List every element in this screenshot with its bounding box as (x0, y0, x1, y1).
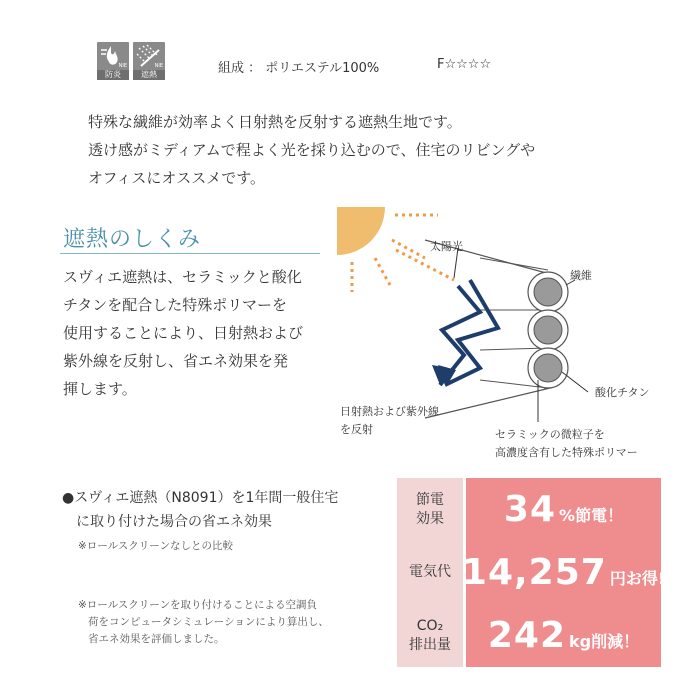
result-heading (62, 486, 338, 534)
value-number: 14,257 (461, 552, 607, 593)
formaldehyde-rating: F☆☆☆☆ (437, 57, 492, 72)
simulation-footnote (78, 597, 329, 648)
row-value (466, 604, 661, 667)
row-label (397, 604, 463, 667)
footnote-line: 荷をコンピュータシミュレーションにより算出し、 (88, 616, 329, 628)
mechanism-line: スヴィエ遮熱は、セラミックと酸化 (63, 268, 302, 286)
reflect-label-2: を反射 (340, 423, 373, 436)
fiber-label: 繊維 (570, 269, 592, 282)
fiber-cross-sections (528, 272, 568, 388)
mechanism-line: 揮します。 (63, 380, 137, 398)
title-divider (60, 253, 320, 254)
row-value (461, 541, 666, 604)
icon-caption: 遮熱 (133, 70, 165, 80)
result-heading-line: ●スヴィエ遮熱（N8091）を1年間一般住宅 (62, 490, 339, 506)
row-label (397, 541, 463, 604)
value-unit: 円お得! (609, 569, 666, 588)
result-heading-line: に取り付けた場合の省エネ効果 (76, 514, 272, 530)
intro-line: 特殊な繊維が効率よく日射熱を反射する遮熱生地です。 (88, 113, 462, 131)
polymer-label: セラミックの微粒子を (495, 428, 605, 441)
value-number: 34 (503, 489, 557, 530)
intro-paragraph (88, 108, 535, 192)
row-label (397, 478, 463, 541)
row-label-line: CO₂ (416, 617, 444, 634)
intro-line: 透け感がミディアムで程よく光を採り込むので、住宅のリビングや (88, 141, 536, 159)
row-value (466, 478, 661, 541)
titanium-label: 酸化チタン (595, 386, 650, 399)
footnote-line: ※ロールスクリーンを取り付けることによる空調負 (78, 599, 318, 611)
icon-caption: 防炎 (97, 70, 129, 80)
value-number: 242 (487, 615, 567, 656)
value-unit: %節電！ (559, 506, 624, 525)
composition-text: 組成 ： ポリエステル100% (218, 61, 380, 76)
row-label-line: 排出量 (409, 636, 451, 653)
mechanism-line: チタンを配合した特殊ポリマーを (63, 296, 287, 314)
section-title: 遮熱のしくみ (63, 227, 202, 252)
polymer-label-2: 高濃度含有した特殊ポリマー (495, 446, 638, 459)
flame-retardant-icon (97, 42, 129, 80)
sun-icon (337, 207, 385, 255)
row-label-line: 節電 (416, 491, 444, 508)
sunlight-label: 太陽光 (430, 240, 463, 253)
mechanism-line: 紫外線を反射し、省エネ効果を発 (63, 352, 289, 370)
result-row-power-saving (397, 478, 661, 541)
result-row-co2-emission (397, 604, 661, 667)
heat-shield-icon (133, 42, 165, 80)
mechanism-line: 使用することにより、日射熱および (63, 324, 304, 342)
footnote-line: 省エネ効果を評価しました。 (88, 633, 225, 645)
comparison-note: ※ロールスクリーンなしとの比較 (78, 540, 234, 552)
result-row-electricity-cost (397, 541, 666, 604)
leader-line (562, 372, 588, 392)
mechanism-description (63, 263, 303, 403)
sunlight-ray (396, 250, 454, 280)
value-unit: kg削減！ (569, 632, 640, 651)
nie-badge: NIE (154, 63, 163, 69)
intro-line: オフィスにオススメです。 (88, 169, 266, 187)
row-label-line: 効果 (416, 510, 444, 527)
reflect-label: 日射熱および紫外線 (340, 405, 439, 418)
nie-badge: NIE (118, 63, 127, 69)
row-label-line: 電気代 (409, 564, 451, 580)
